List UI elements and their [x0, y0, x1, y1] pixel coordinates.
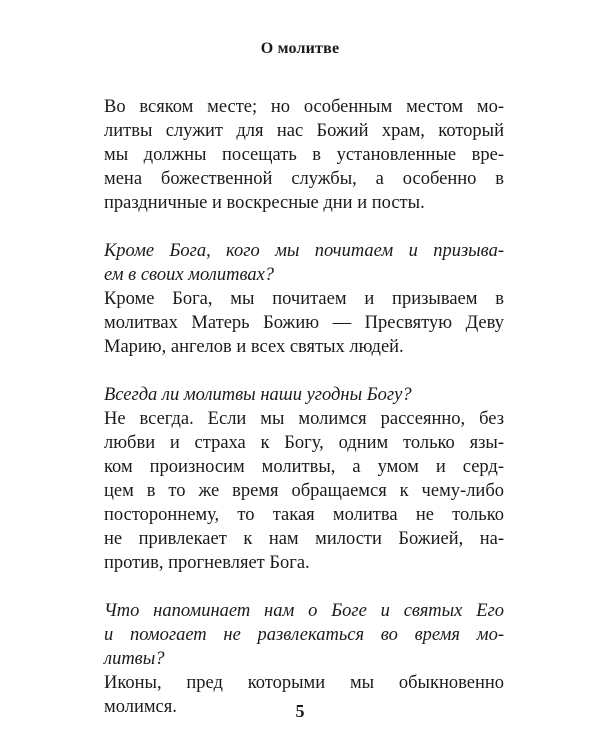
text-line: мена божественной службы, а особенно в	[104, 169, 504, 189]
text-line: ком произносим молитвы, а умом и серд-	[104, 457, 504, 477]
text-line: любви и страха к Богу, одним только язы-	[104, 433, 504, 453]
answer-paragraph	[104, 95, 504, 215]
text-line: против, прогневляет Бога.	[104, 553, 310, 573]
question-line: Что напоминает нам о Боге и святых Его	[104, 601, 504, 621]
question-line: литвы?	[104, 649, 165, 669]
question-paragraph	[104, 383, 504, 407]
text-line: не привлекает к нам милости Божией, на-	[104, 529, 504, 549]
text-line: Не всегда. Если мы молимся рассеянно, без	[104, 409, 504, 429]
answer-paragraph	[104, 407, 504, 575]
text-line: мы должны посещать в установленные вре-	[104, 145, 504, 165]
text-line: молимся.	[104, 697, 177, 717]
text-line: цем в то же время обращаемся к чему-либо	[104, 481, 504, 501]
paragraph-gap	[104, 215, 504, 239]
text-line: литвы служит для нас Божий храм, который	[104, 121, 504, 141]
text-line: праздничные и воскресные дни и посты.	[104, 193, 425, 213]
text-line: молитвах Матерь Божию — Пресвятую Деву	[104, 313, 504, 333]
question-paragraph	[104, 239, 504, 287]
text-line: Иконы, пред которыми мы обыкновенно	[104, 673, 504, 693]
answer-paragraph	[104, 287, 504, 359]
text-line: Кроме Бога, мы почитаем и призываем в	[104, 289, 504, 309]
page-body	[104, 95, 504, 719]
question-line: ем в своих молитвах?	[104, 265, 275, 285]
paragraph-gap	[104, 359, 504, 383]
text-line: Марию, ангелов и всех святых людей.	[104, 337, 404, 357]
question-line: Всегда ли молитвы наши угодны Богу?	[104, 385, 412, 405]
question-line: Кроме Бога, кого мы почитаем и призыва-	[104, 241, 504, 261]
question-line: и помогает не развлекаться во время мо-	[104, 625, 504, 645]
page-number: 5	[295, 701, 305, 721]
paragraph-gap	[104, 575, 504, 599]
question-paragraph	[104, 599, 504, 671]
text-line: Во всяком месте; но особенным местом мо-	[104, 97, 504, 117]
text-line: постороннему, то такая молитва не только	[104, 505, 504, 525]
running-header: О молитве	[260, 40, 340, 57]
